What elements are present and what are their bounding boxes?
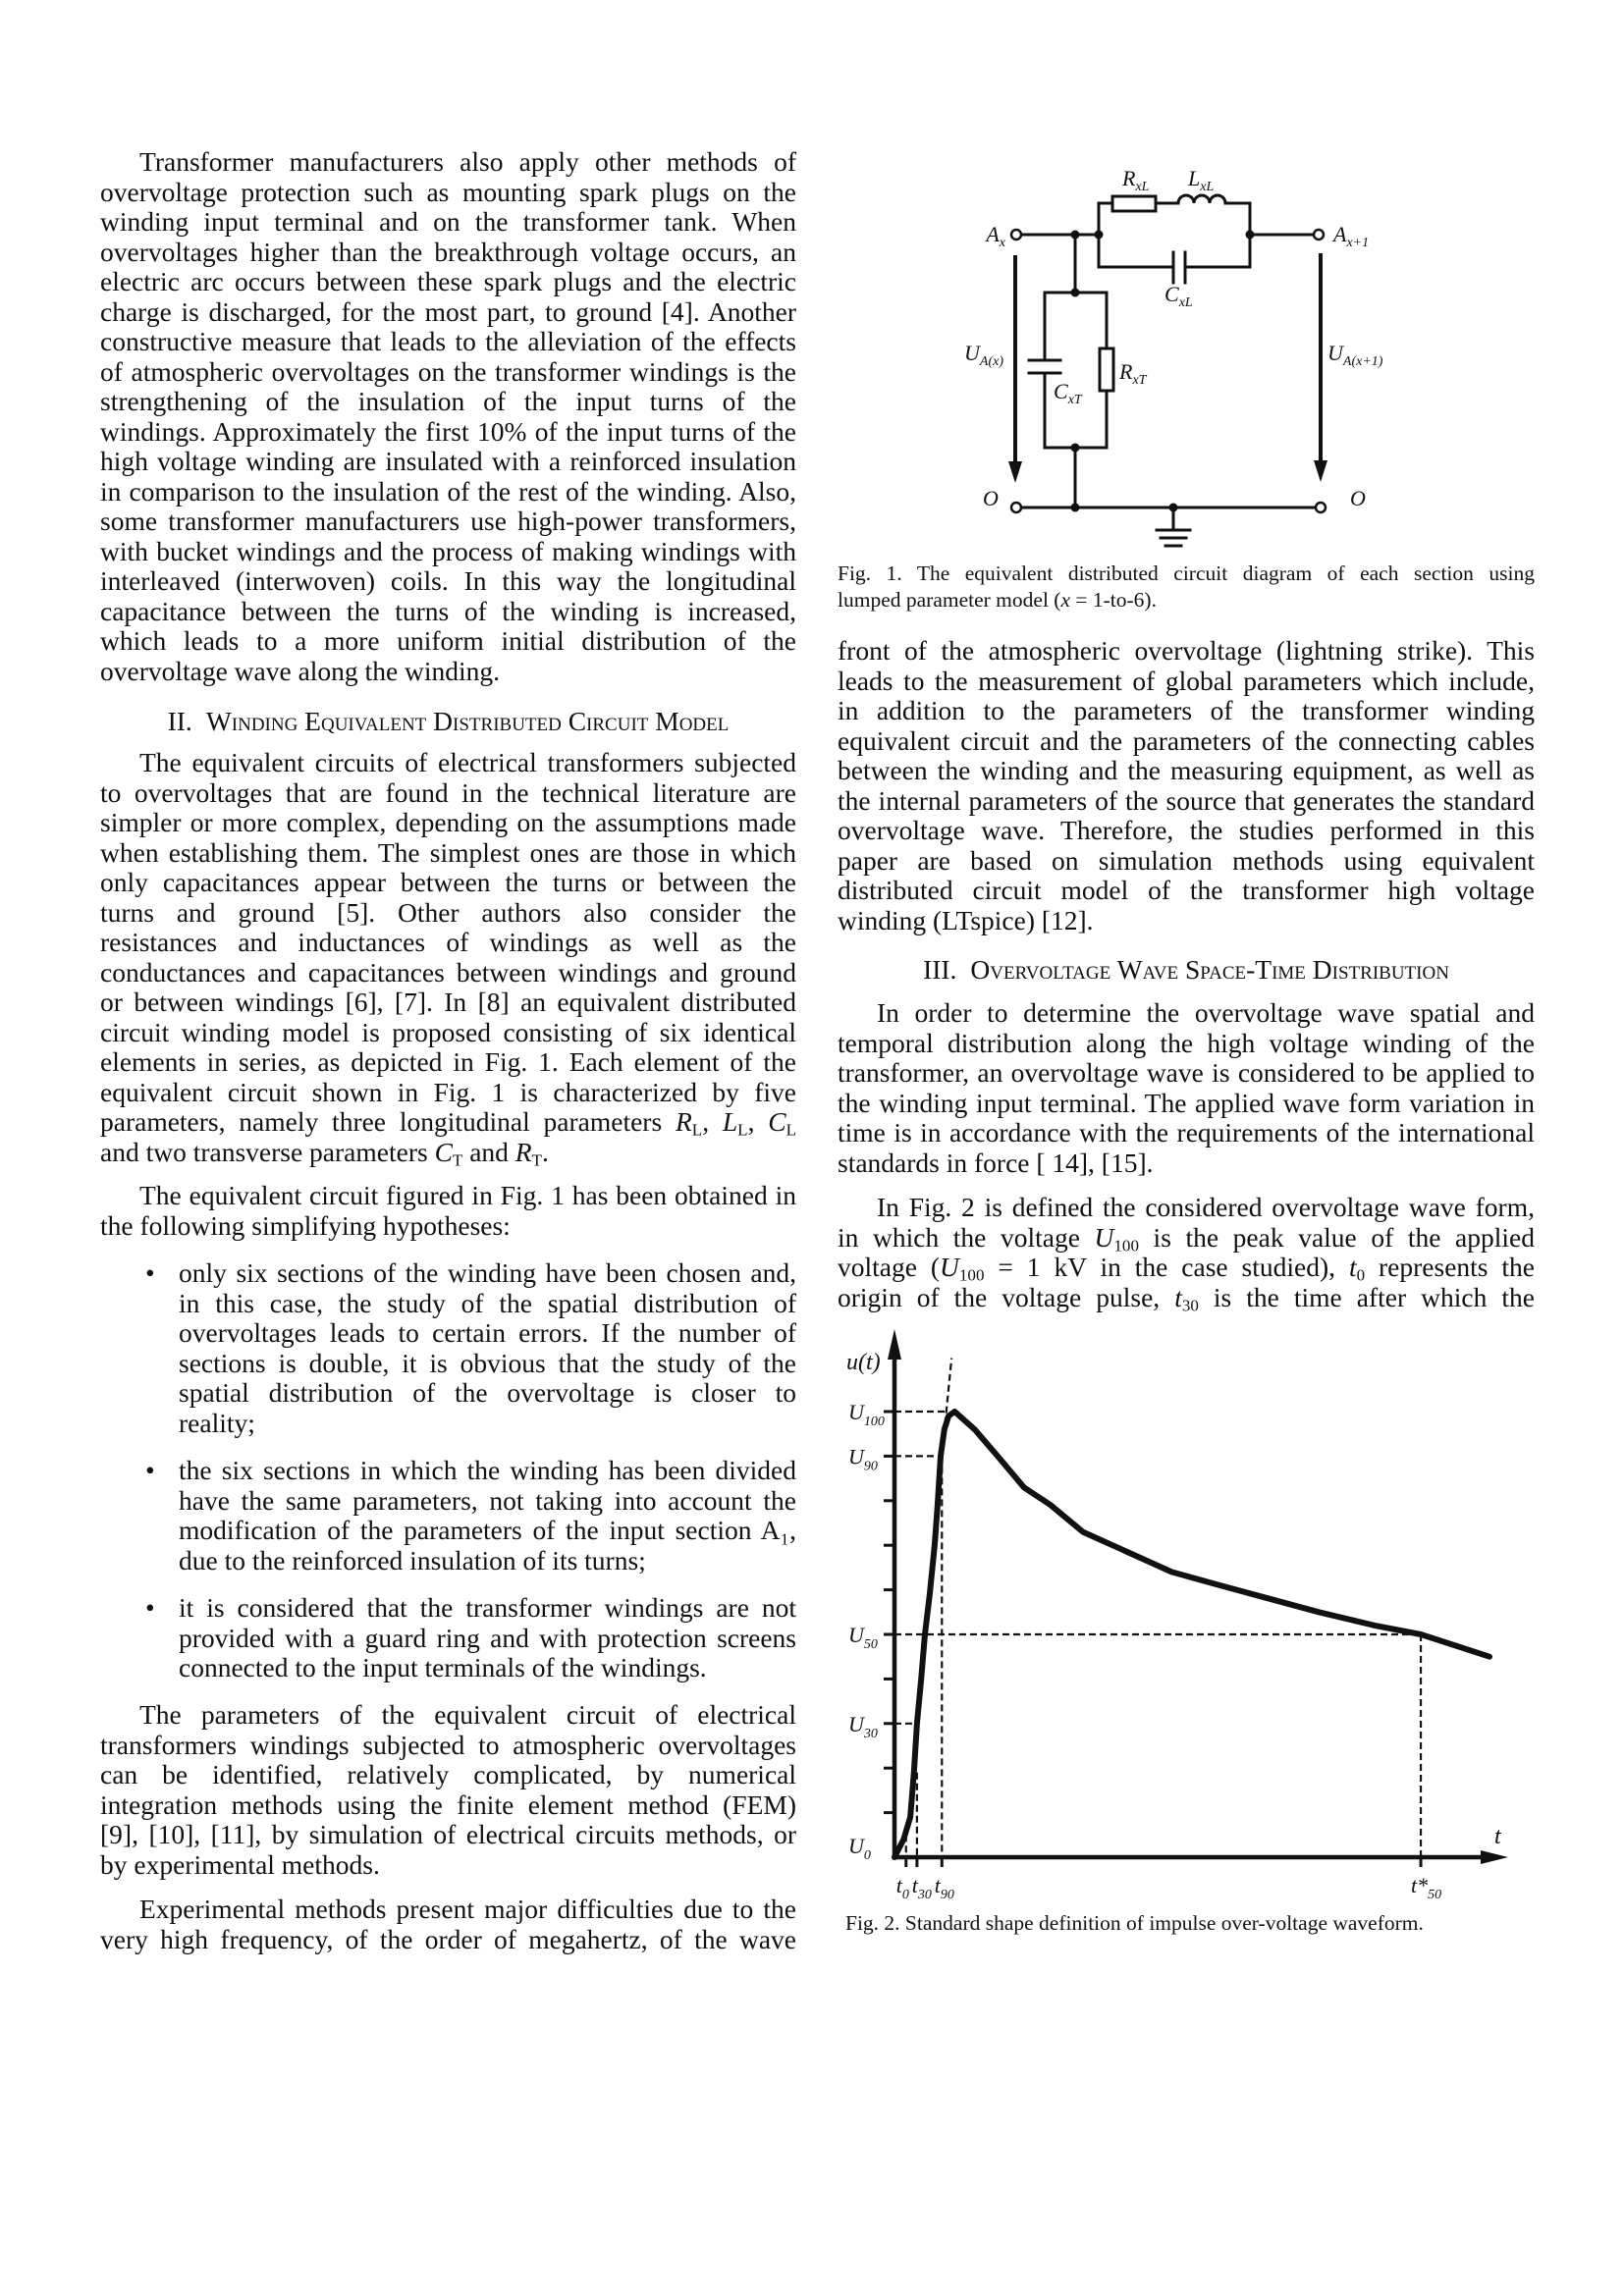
text-line: lumped parameter model (x = 1-to-6). bbox=[838, 588, 1157, 612]
label-sub: x bbox=[999, 236, 1005, 250]
junction-dot bbox=[1071, 444, 1080, 453]
label-o-left: O bbox=[983, 486, 999, 510]
text-line: Fig. 2. Standard shape definition of impulse over-voltage waveform. bbox=[845, 1911, 1424, 1935]
y-axis-title: u(t) bbox=[846, 1350, 881, 1375]
label-sub: 30 bbox=[917, 1888, 932, 1902]
label-sub: A(x+1) bbox=[1342, 354, 1383, 369]
text-line: front of the atmospheric overvoltage (lightning strike). This bbox=[838, 635, 1535, 666]
junction-dot bbox=[1071, 231, 1080, 240]
junction-dot bbox=[1071, 504, 1080, 512]
text-line: some transformer manufacturers use high-power transformers, bbox=[100, 506, 796, 536]
label-cxl bbox=[1164, 282, 1193, 310]
level-label-U90 bbox=[848, 1444, 878, 1473]
label-main: U bbox=[1327, 341, 1343, 365]
level-label-U30 bbox=[848, 1712, 878, 1741]
paragraph-hypotheses-intro bbox=[100, 1181, 796, 1241]
label-main: R bbox=[1119, 359, 1133, 384]
text-line: in this case, the study of the spatial distribution of bbox=[179, 1287, 796, 1318]
text-line: charge is discharged, for the most part, to ground [4]. Another bbox=[100, 295, 796, 327]
text-line: it is considered that the transformer windings are not bbox=[179, 1592, 796, 1623]
label-sub: 90 bbox=[940, 1888, 954, 1902]
text-line: temporal distribution along the high voltage winding of the bbox=[838, 1027, 1535, 1058]
bullet-icon: • bbox=[145, 1592, 155, 1623]
wire bbox=[1099, 235, 1173, 267]
text-line: standards in force [ 14], [15]. bbox=[838, 1147, 1154, 1178]
junction-dot bbox=[1071, 289, 1080, 297]
paragraph-fig2-definition bbox=[838, 1193, 1535, 1312]
text-line: In Fig. 2 is defined the considered overvoltage wave form, bbox=[877, 1192, 1535, 1222]
text-line: when establishing them. The simplest ones are those in which bbox=[100, 836, 796, 868]
text-line: circuit winding model is proposed consisting of six identical bbox=[100, 1016, 796, 1047]
section-heading-2 bbox=[100, 707, 796, 737]
figure2-caption bbox=[845, 1910, 1543, 1937]
paragraph-measurement-simulation bbox=[838, 636, 1535, 935]
text-line: spatial distribution of the overvoltage is closer to bbox=[179, 1377, 796, 1408]
bullet-item bbox=[179, 1456, 796, 1575]
label-main: L bbox=[1188, 166, 1201, 190]
x-axis-title: t bbox=[1494, 1824, 1501, 1849]
left-column bbox=[100, 0, 796, 2296]
label-sub: xT bbox=[1132, 373, 1147, 388]
text-line: [9], [10], [11], by simulation of electrical circuits methods, or bbox=[100, 1819, 796, 1849]
label-main: U bbox=[964, 341, 980, 365]
section-title: Overvoltage Wave Space-Time Distribution bbox=[970, 954, 1449, 985]
voltage-arrow-ua-x1 bbox=[1314, 253, 1327, 482]
bullet-icon: • bbox=[145, 1455, 155, 1485]
time-label-t0 bbox=[896, 1873, 909, 1902]
x-axis-arrow-icon bbox=[1481, 1850, 1508, 1864]
text-line: high voltage winding are insulated with a reinforced insulation bbox=[100, 446, 796, 476]
text-line: overvoltages higher than the breakthrough voltage occurs, an bbox=[100, 236, 796, 267]
text-line: with bucket windings and the process of making windings with bbox=[100, 535, 796, 566]
resistor-rxt bbox=[1100, 348, 1113, 391]
label-main: t bbox=[934, 1873, 941, 1897]
text-line: only six sections of the winding have been chosen and, bbox=[179, 1257, 796, 1288]
text-line: reality; bbox=[179, 1407, 255, 1438]
text-line: overvoltage wave along the winding. bbox=[100, 655, 501, 686]
figure1-circuit-diagram bbox=[943, 157, 1414, 560]
text-line: capacitance between the turns of the winding is increased, bbox=[100, 595, 796, 626]
text-line: conductances and capacitances between windings and ground bbox=[100, 956, 796, 988]
resistor-rxl bbox=[1112, 196, 1156, 211]
text-line: or between windings [6], [7]. In [8] an equivalent distributed bbox=[100, 987, 796, 1017]
text-line: the following simplifying hypotheses: bbox=[100, 1209, 511, 1241]
arrow-down-icon bbox=[1008, 461, 1022, 483]
text-line: of atmospheric overvoltages on the transformer windings is the bbox=[100, 355, 796, 387]
paragraph-wave-distribution bbox=[838, 998, 1535, 1178]
text-line: resistances and inductances of windings as well as the bbox=[100, 927, 796, 957]
text-line: parameters, namely three longitudinal parameters $R_L$, $L_L$, $C_L$ bbox=[100, 1106, 797, 1140]
label-ua-x bbox=[964, 341, 1003, 369]
text-line: constructive measure that leads to the alleviation of the effects bbox=[100, 326, 796, 356]
paragraph-parameter-identification bbox=[100, 1700, 796, 1880]
terminal-o-left bbox=[1011, 503, 1021, 512]
wire bbox=[1185, 235, 1250, 267]
text-line: interleaved (interwoven) coils. In this way the longitudinal bbox=[100, 565, 796, 596]
paragraph-equivalent-circuits bbox=[100, 748, 796, 1167]
text-line: to overvoltages that are found in the technical literature are bbox=[100, 776, 796, 808]
text-line: provided with a guard ring and with protection screens bbox=[179, 1622, 796, 1653]
text-line: in which the voltage $U_{100}$ is the peak value of the applied bbox=[838, 1221, 1535, 1255]
wire bbox=[1099, 203, 1112, 235]
text-line: the winding input terminal. The applied wave form variation in bbox=[838, 1087, 1535, 1118]
text-line: very high frequency, of the order of megahertz, of the wave bbox=[100, 1923, 796, 1954]
label-main: C bbox=[1164, 282, 1179, 306]
label-ua-x1 bbox=[1327, 341, 1383, 369]
label-sub: A(x) bbox=[979, 354, 1003, 369]
text-line: connected to the input terminals of the windings. bbox=[179, 1652, 707, 1682]
label-sub: 90 bbox=[863, 1459, 878, 1474]
text-line: modification of the parameters of the input section A₁, bbox=[179, 1515, 796, 1545]
label-sub: 0 bbox=[863, 1848, 871, 1863]
label-o-right: O bbox=[1350, 486, 1366, 510]
text-line: overvoltage wave. Therefore, the studies performed in this bbox=[838, 815, 1535, 845]
text-line: origin of the voltage pulse, $t_{30}$ is the time after which the bbox=[838, 1281, 1535, 1314]
label-sub: 100 bbox=[863, 1415, 885, 1429]
time-label-t30 bbox=[912, 1873, 932, 1902]
text-line: Experimental methods present major difficulties due to the bbox=[139, 1894, 796, 1924]
text-line: voltage ($U_{100} = 1$ kV in the case studied), $t_0$ represents the bbox=[838, 1252, 1535, 1285]
level-label-U50 bbox=[848, 1623, 878, 1652]
text-line: Fig. 1. The equivalent distributed circuit diagram of each section using bbox=[838, 561, 1535, 585]
label-sub: xL bbox=[1135, 180, 1150, 194]
text-line: by experimental methods. bbox=[100, 1848, 380, 1880]
text-line: overvoltage protection such as mounting spark plugs on the bbox=[100, 176, 796, 207]
label-main: A bbox=[1333, 222, 1347, 246]
text-line: distributed circuit model of the transformer high voltage bbox=[838, 875, 1535, 905]
terminal-o-right bbox=[1316, 503, 1326, 512]
text-line: electric arc occurs between these spark plugs and the electric bbox=[100, 266, 796, 296]
label-main: t bbox=[895, 1873, 902, 1897]
label-rxl bbox=[1121, 166, 1150, 194]
text-line: have the same parameters, not taking into account the bbox=[179, 1484, 796, 1516]
y-axis-arrow-icon bbox=[888, 1329, 901, 1360]
junction-dot bbox=[1169, 504, 1178, 512]
label-ax1 bbox=[1331, 222, 1369, 250]
label-main: U bbox=[848, 1444, 864, 1469]
text-line: which leads to a more uniform initial distribution of the bbox=[100, 625, 796, 656]
text-line: The equivalent circuit figured in Fig. 1 has been obtained in bbox=[139, 1180, 796, 1210]
text-line: equivalent circuit and the parameters of the connecting cables bbox=[838, 724, 1535, 756]
label-main: U bbox=[848, 1623, 864, 1647]
text-line: integration methods using the finite element method (FEM) bbox=[100, 1789, 796, 1820]
text-line: paper are based on simulation methods using equivalent bbox=[838, 844, 1535, 876]
arrow-down-icon bbox=[1314, 460, 1327, 482]
label-sub: x+1 bbox=[1346, 236, 1370, 250]
bullet-item bbox=[179, 1258, 796, 1438]
level-label-U100 bbox=[848, 1400, 885, 1429]
label-main: U bbox=[848, 1400, 864, 1424]
section-title: Winding Equivalent Distributed Circuit Model bbox=[205, 706, 730, 736]
label-sub: xL bbox=[1178, 295, 1193, 310]
text-line: the six sections in which the winding has been divided bbox=[179, 1455, 796, 1485]
label-sub: xL bbox=[1200, 180, 1215, 194]
terminal-ax1 bbox=[1314, 230, 1324, 240]
text-line: between the winding and the measuring equipment, as well as bbox=[838, 755, 1535, 785]
paragraph-experimental-methods bbox=[100, 1895, 796, 1954]
text-line: elements in series, as depicted in Fig. 1. Each element of the bbox=[100, 1046, 796, 1077]
section-number: II. bbox=[167, 706, 192, 736]
label-sub: xT bbox=[1067, 393, 1082, 407]
text-line: the internal parameters of the source that generates the standard bbox=[838, 784, 1535, 816]
label-main: U bbox=[848, 1711, 864, 1736]
paragraph-overvoltage-protection bbox=[100, 147, 796, 686]
guide-lines bbox=[894, 1359, 1421, 1857]
figure2-waveform-chart bbox=[835, 1315, 1542, 1904]
label-sub: 0 bbox=[901, 1888, 909, 1902]
section-number: III. bbox=[923, 954, 957, 985]
label-main: t* bbox=[1411, 1873, 1429, 1897]
label-lxl bbox=[1187, 166, 1214, 194]
text-line: in comparison to the insulation of the rest of the winding. Also, bbox=[100, 475, 796, 507]
terminal-ax bbox=[1011, 230, 1021, 240]
label-sub: 50 bbox=[1428, 1888, 1442, 1902]
text-line: in addition to the parameters of the transformer winding bbox=[838, 695, 1535, 725]
bullet-item bbox=[179, 1593, 796, 1683]
text-line: transformer, an overvoltage wave is considered to be applied to bbox=[838, 1057, 1535, 1088]
label-sub: 50 bbox=[863, 1637, 878, 1652]
text-line: sections is double, it is obvious that the study of the bbox=[179, 1347, 796, 1378]
text-line: strengthening of the insulation of the input turns of the bbox=[100, 386, 796, 416]
axis-ticks bbox=[884, 1412, 1421, 1867]
junction-dot bbox=[1246, 231, 1255, 240]
time-label-t*50 bbox=[1411, 1873, 1441, 1902]
text-line: time is in accordance with the requirements of the international bbox=[838, 1117, 1535, 1148]
inductor-lxl bbox=[1178, 195, 1225, 203]
text-line: winding input terminal and on the transformer tank. When bbox=[100, 206, 796, 237]
text-line: can be identified, relatively complicated, by numerical bbox=[100, 1759, 796, 1789]
text-line: only capacitances appear between the turns or between the bbox=[100, 867, 796, 897]
text-line: equivalent circuit shown in Fig. 1 is characterized by five bbox=[100, 1076, 796, 1107]
bullet-icon: • bbox=[145, 1257, 155, 1288]
text-line: simpler or more complex, depending on the assumptions made bbox=[100, 807, 796, 837]
wire bbox=[1225, 203, 1250, 235]
label-cxt bbox=[1054, 379, 1083, 407]
text-line: In order to determine the overvoltage wave spatial and bbox=[877, 997, 1535, 1028]
junction-dot bbox=[1095, 231, 1104, 240]
text-line: The parameters of the equivalent circuit of electrical bbox=[139, 1699, 796, 1730]
label-main: R bbox=[1122, 166, 1136, 190]
text-line: The equivalent circuits of electrical transformers subjected bbox=[139, 747, 796, 777]
level-label-U0 bbox=[848, 1834, 871, 1863]
label-sub: 30 bbox=[863, 1726, 878, 1741]
text-line: overvoltages leads to certain errors. If the number of bbox=[179, 1317, 796, 1348]
label-rxt bbox=[1118, 359, 1148, 388]
label-main: A bbox=[986, 222, 1000, 246]
capacitor-cxt bbox=[1029, 360, 1060, 373]
label-main: U bbox=[848, 1834, 864, 1858]
text-line: windings. Approximately the first 10% of the input turns of the bbox=[100, 415, 796, 447]
capacitor-cxl bbox=[1173, 252, 1185, 283]
time-label-t90 bbox=[935, 1873, 954, 1902]
label-main: C bbox=[1054, 379, 1068, 403]
text-line: leads to the measurement of global parameters which include, bbox=[838, 665, 1535, 696]
text-line: winding (LTspice) [12]. bbox=[838, 904, 1094, 935]
text-line: turns and ground [5]. Other authors also consider the bbox=[100, 896, 796, 928]
ground-symbol bbox=[1157, 507, 1190, 546]
text-line: Transformer manufacturers also apply other methods of bbox=[139, 146, 796, 177]
section-heading-3 bbox=[838, 955, 1535, 986]
label-main: t bbox=[911, 1873, 918, 1897]
text-line: due to the reinforced insulation of its turns; bbox=[179, 1544, 646, 1575]
figure1-caption bbox=[838, 561, 1535, 614]
voltage-arrow-ua-x bbox=[1008, 255, 1022, 483]
text-line: and two transverse parameters $C_T$ and $R_T$. bbox=[100, 1136, 549, 1169]
label-ax bbox=[984, 222, 1005, 250]
text-line: transformers windings subjected to atmospheric overvoltages bbox=[100, 1729, 796, 1760]
